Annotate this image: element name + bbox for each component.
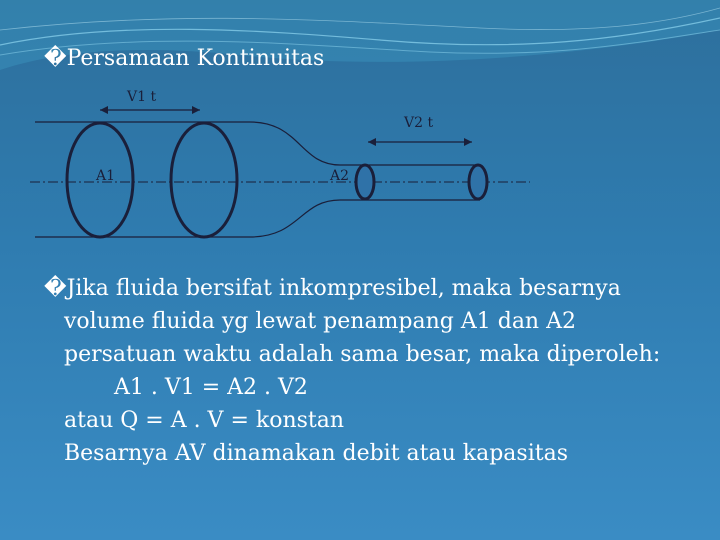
pipe-diagram-svg bbox=[0, 80, 720, 250]
cross-section-end-ellipse bbox=[469, 165, 487, 199]
body-line-2: volume fluida yg lewat penampang A1 dan A2 bbox=[64, 309, 576, 334]
v1t-arrowhead-right bbox=[192, 106, 200, 114]
pipe-outline-bottom bbox=[35, 200, 480, 237]
label-a1: A1 bbox=[96, 168, 116, 184]
label-a2: A2 bbox=[330, 168, 350, 184]
title-bullet-icon: � bbox=[44, 46, 67, 71]
body-line-1 bbox=[44, 272, 694, 305]
slide-title bbox=[44, 46, 324, 71]
v2t-arrowhead-right bbox=[464, 138, 472, 146]
body-line-1-text: Jika fluida bersifat inkompresibel, maka besarnya bbox=[66, 276, 621, 301]
cross-section-second-ellipse bbox=[171, 123, 237, 237]
v1t-arrowhead-left bbox=[100, 106, 108, 114]
equation-line: A1 . V1 = A2 . V2 bbox=[114, 375, 308, 400]
body-line-5: atau Q = A . V = konstan bbox=[64, 408, 345, 433]
cross-section-a2-ellipse bbox=[356, 165, 374, 199]
title-text: Persamaan Kontinuitas bbox=[66, 46, 325, 71]
label-v1t: V1 t bbox=[127, 89, 157, 105]
label-v2t: V2 t bbox=[404, 115, 434, 131]
body-bullet-icon: � bbox=[44, 276, 67, 301]
v2t-arrowhead-left bbox=[368, 138, 376, 146]
body-line-6: Besarnya AV dinamakan debit atau kapasitas bbox=[64, 441, 568, 466]
body-text bbox=[44, 272, 694, 470]
body-line-3: persatuan waktu adalah sama besar, maka diperoleh: bbox=[64, 342, 661, 367]
continuity-diagram bbox=[0, 80, 720, 250]
